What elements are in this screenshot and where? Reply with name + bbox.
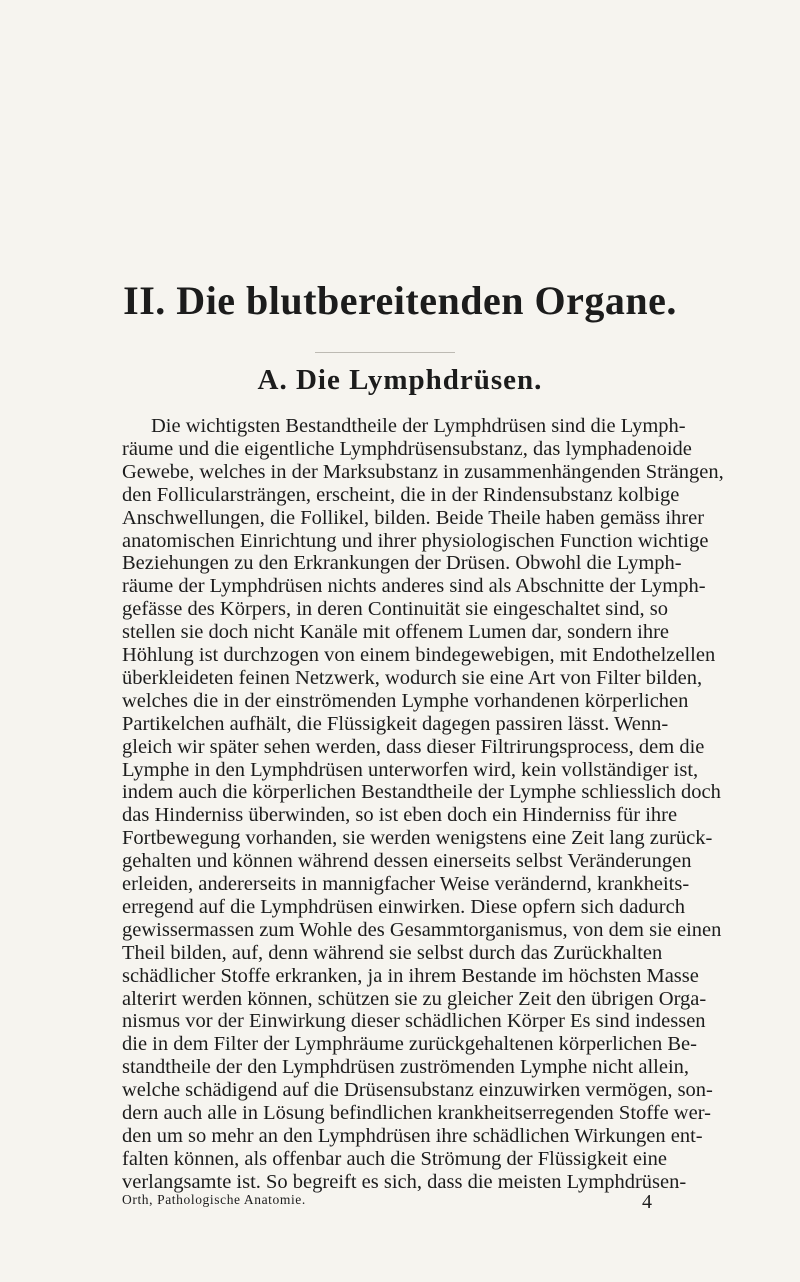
text-line: gehalten und können während dessen einerseits selbst Veränderungen	[122, 850, 692, 873]
text-line: Beziehungen zu den Erkrankungen der Drüsen. Obwohl die Lymph-	[122, 552, 682, 575]
text-line: stellen sie doch nicht Kanäle mit offenem Lumen dar, sondern ihre	[122, 621, 670, 644]
text-line: Partikelchen aufhält, die Flüssigkeit dagegen passiren lässt. Wenn-	[122, 712, 669, 735]
text-line: erregend auf die Lymphdrüsen einwirken. Diese opfern sich dadurch	[122, 895, 685, 918]
text-line: Theil bilden, auf, denn während sie selbst durch das Zurückhalten	[122, 941, 663, 964]
text-line: Fortbewegung vorhanden, sie werden wenigstens eine Zeit lang zurück-	[122, 827, 713, 850]
text-line: das Hinderniss überwinden, so ist eben doch ein Hinderniss für ihre	[122, 804, 678, 827]
text-line: die in dem Filter der Lymphräume zurückgehaltenen körperlichen Be-	[122, 1033, 697, 1056]
text-line: den um so mehr an den Lymphdrüsen ihre schädlichen Wirkungen ent-	[122, 1124, 703, 1147]
text-line: überkleideten feinen Netzwerk, wodurch sie eine Art von Filter bilden,	[122, 666, 703, 689]
text-line: Anschwellungen, die Follikel, bilden. Beide Theile haben gemäss ihrer	[122, 506, 705, 529]
page-footer	[122, 1189, 654, 1211]
text-line: indem auch die körperlichen Bestandtheile der Lymphe schliesslich doch	[122, 781, 721, 804]
text-line: gleich wir später sehen werden, dass dieser Filtrirungsprocess, dem die	[122, 735, 705, 758]
text-line: Höhlung ist durchzogen von einem bindegewebigen, mit Endothelzellen	[122, 644, 716, 666]
text-line: verlangsamte ist. So begreift es sich, dass die meisten Lymphdrüsen-	[122, 1170, 687, 1193]
signature-mark: 4	[642, 1191, 652, 1213]
text-line: Die wichtigsten Bestandtheile der Lymphdrüsen sind die Lymph-	[151, 415, 686, 437]
text-line: nismus vor der Einwirkung dieser schädlichen Körper Es sind indessen	[122, 1010, 706, 1033]
text-line: gefässe des Körpers, in deren Continuität sie eingeschaltet sind, so	[122, 598, 668, 621]
text-line: den Follicularsträngen, erscheint, die in der Rindensubstanz kolbige	[122, 483, 680, 506]
text-line: dern auch alle in Lösung befindlichen krankheitserregenden Stoffe wer-	[122, 1102, 711, 1124]
text-line: gewissermassen zum Wohle des Gesammtorganismus, von dem sie einen	[122, 918, 722, 941]
footer-source: Orth, Pathologische Anatomie.	[122, 1192, 306, 1207]
text-line: schädlicher Stoffe erkranken, ja in ihrem Bestande im höchsten Masse	[122, 964, 699, 987]
section-title: A. Die Lymphdrüsen.	[257, 364, 543, 396]
text-line: Gewebe, welches in der Marksubstanz in zusammenhängenden Strängen,	[122, 460, 724, 483]
chapter-title: II. Die blutbereitenden Organe.	[123, 278, 677, 323]
text-line: räume und die eigentliche Lymphdrüsensubstanz, das lymphadenoide	[122, 437, 692, 460]
title-divider	[315, 352, 455, 353]
text-line: standtheile der den Lymphdrüsen zuströmenden Lymphe nicht allein,	[122, 1056, 690, 1079]
text-line: erleiden, andererseits in mannigfacher Weise verändernd, krankheits-	[122, 873, 690, 895]
text-line: anatomischen Einrichtung und ihrer physiologischen Function wichtige	[122, 529, 709, 552]
text-line: räume der Lymphdrüsen nichts anderes sind als Abschnitte der Lymph-	[122, 575, 706, 598]
text-line: Lymphe in den Lymphdrüsen unterworfen wird, kein vollständiger ist,	[122, 758, 699, 781]
text-line: alterirt werden können, schützen sie zu gleicher Zeit den übrigen Orga-	[122, 987, 707, 1010]
text-line: welche schädigend auf die Drüsensubstanz einzuwirken vermögen, son-	[122, 1079, 713, 1102]
text-line: welches die in der einströmenden Lymphe vorhandenen körperlichen	[122, 689, 689, 712]
text-line: falten können, als offenbar auch die Strömung der Flüssigkeit eine	[122, 1147, 668, 1170]
